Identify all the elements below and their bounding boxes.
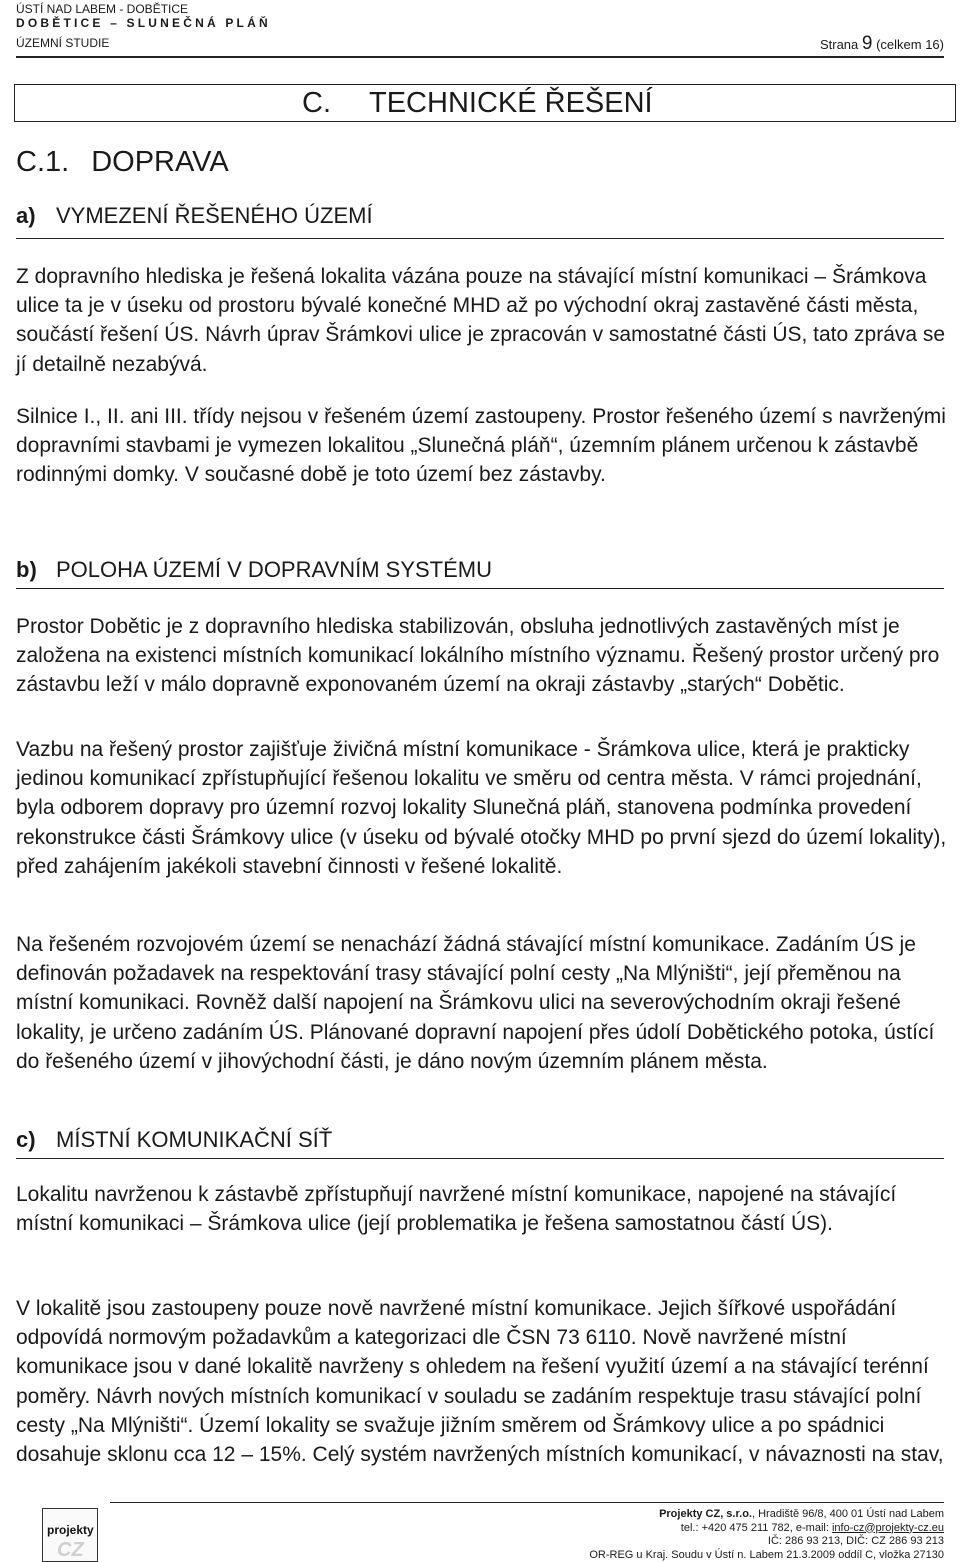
header-project: DOBĚTICE – SLUNEČNÁ PLÁŇ <box>16 16 271 30</box>
subsection-a-title: VYMEZENÍ ŘEŠENÉHO ÚZEMÍ <box>56 203 373 228</box>
subsection-a-divider <box>16 238 944 239</box>
page-total: (celkem 16) <box>872 37 944 52</box>
subsection-b-divider <box>16 588 944 589</box>
chapter-heading <box>16 144 229 180</box>
page-number <box>820 33 944 55</box>
subsection-c-letter: c) <box>16 1127 36 1152</box>
section-letter: C. <box>302 87 331 119</box>
section-title <box>302 84 653 122</box>
footer-line-company <box>589 1508 944 1522</box>
logo-wordmark: projekty <box>47 1523 94 1537</box>
footer-company-info <box>589 1508 944 1562</box>
footer-email-link[interactable]: info-cz@projekty-cz.eu <box>831 1521 944 1534</box>
company-logo <box>42 1508 98 1562</box>
paragraph-a2: Silnice I., II. ani III. třídy nejsou v řešeném území zastoupeny. Prostor řešeného území s navrženými dopravními stavbami je vymezen lokalitou „Slunečná pláň“, územním plánem určenou k zástavbě rodinnými domky. V současné době je toto území bez zástavby. <box>16 405 946 487</box>
subsection-b-heading <box>16 557 492 583</box>
footer-tel: tel.: +420 475 211 782, e-mail: <box>680 1521 832 1534</box>
footer-address: , Hradiště 96/8, 400 01 Ústí nad Labem <box>751 1508 944 1520</box>
page-current: 9 <box>861 33 873 54</box>
footer-register: OR-REG u Kraj. Soudu v Ústí n. Labem 21.3.2009 oddíl C, vložka 27130 <box>589 1548 944 1561</box>
page-prefix: Strana <box>819 37 862 52</box>
section-name: TECHNICKÉ ŘEŠENÍ <box>369 87 653 119</box>
subsection-a-heading <box>16 203 373 229</box>
header-document-type: ÚZEMNÍ STUDIE <box>16 36 110 50</box>
paragraph-a1: Z dopravního hlediska je řešená lokalita vázána pouze na stávající místní komunikaci – Šrámkova ulice ta je v úseku od prostoru bývalé konečné MHD až po východní okraj zastavěné části města, součástí řešení ÚS. Návrh úprav Šrámkovi ulice je zpracován v samostatné části ÚS, tato zpráva se jí detailně nezabývá. <box>16 265 946 376</box>
footer-line-contact <box>589 1522 944 1536</box>
subsection-b-title: POLOHA ÚZEMÍ V DOPRAVNÍM SYSTÉMU <box>56 557 492 582</box>
header-divider <box>16 56 944 58</box>
subsection-c-divider <box>16 1158 944 1159</box>
chapter-title: DOPRAVA <box>91 146 229 178</box>
paragraph-b2: Vazbu na řešený prostor zajišťuje živičná místní komunikace - Šrámkova ulice, která je prakticky jedinou komunikací zpřístupňující řešenou lokalitu ve směru od centra města. V rámci projednání, byla odborem dopravy pro územní rozvoj lokality Slunečná pláň, stanovena podmínka provedení rekonstrukce části Šrámkovy ulice (v úseku od bývalé otočky MHD po první sjezd do území lokality), před zahájením jakékoli stavební činnosti v řešené lokalitě. <box>16 738 947 878</box>
chapter-number: C.1. <box>16 146 70 178</box>
header-city: ÚSTÍ NAD LABEM - DOBĚTICE <box>16 2 189 16</box>
footer-company-name: Projekty CZ, s.r.o. <box>659 1508 752 1520</box>
paragraph-c2: V lokalitě jsou zastoupeny pouze nově navržené místní komunikace. Jejich šířkové uspořádání odpovídá normovým požadavkům a kategorizaci dle ČSN 73 6110. Nově navržené místní komunikace jsou v dané lokalitě navrženy s ohledem na řešení využití území a na stávající terénní poměry. Návrh nových místních komunikací v souladu se zadáním respektuje trasu stávající polní cesty „Na Mlýništi“. Území lokality se svažuje jižním směrem od Šrámkovy ulice a po spádnici dosahuje sklonu cca 12 – 15%. Celý systém navržených místních komunikací, v návaznosti na stav, <box>16 1297 944 1467</box>
paragraph-b1: Prostor Dobětic je z dopravního hlediska stabilizován, obsluha jednotlivých zastavěných míst je založena na existenci místních komunikací lokálního místního významu. Řešený prostor určený pro zástavbu leží v málo dopravně exponovaném území na okraji zástavby „starých“ Dobětic. <box>16 615 940 697</box>
footer-ids: IČ: 286 93 213, DIČ: CZ 286 93 213 <box>767 1535 944 1547</box>
paragraph-b3: Na řešeném rozvojovém území se nenachází žádná stávající místní komunikace. Zadáním ÚS je definován požadavek na respektování trasy stávající polní cesty „Na Mlýništi“, její přeměnou na místní komunikaci. Rovněž další napojení na Šrámkovu ulici na severovýchodním okraji řešené lokality, je určeno zadáním ÚS. Plánované dopravní napojení přes údolí Dobětického potoka, ústící do řešeného území v jihovýchodní části, je dáno novým územním plánem města. <box>16 933 935 1073</box>
subsection-c-heading <box>16 1127 332 1153</box>
paragraph-c1: Lokalitu navrženou k zástavbě zpřístupňují navržené místní komunikace, napojené na stávající místní komunikaci – Šrámkova ulice (její problematika je řešena samostatnou částí ÚS). <box>16 1183 897 1236</box>
subsection-b-letter: b) <box>16 557 37 582</box>
subsection-a-letter: a) <box>16 203 36 228</box>
footer-divider <box>110 1502 944 1503</box>
subsection-c-title: MÍSTNÍ KOMUNIKAČNÍ SÍŤ <box>56 1127 333 1152</box>
logo-mark: CZ <box>57 1539 84 1561</box>
